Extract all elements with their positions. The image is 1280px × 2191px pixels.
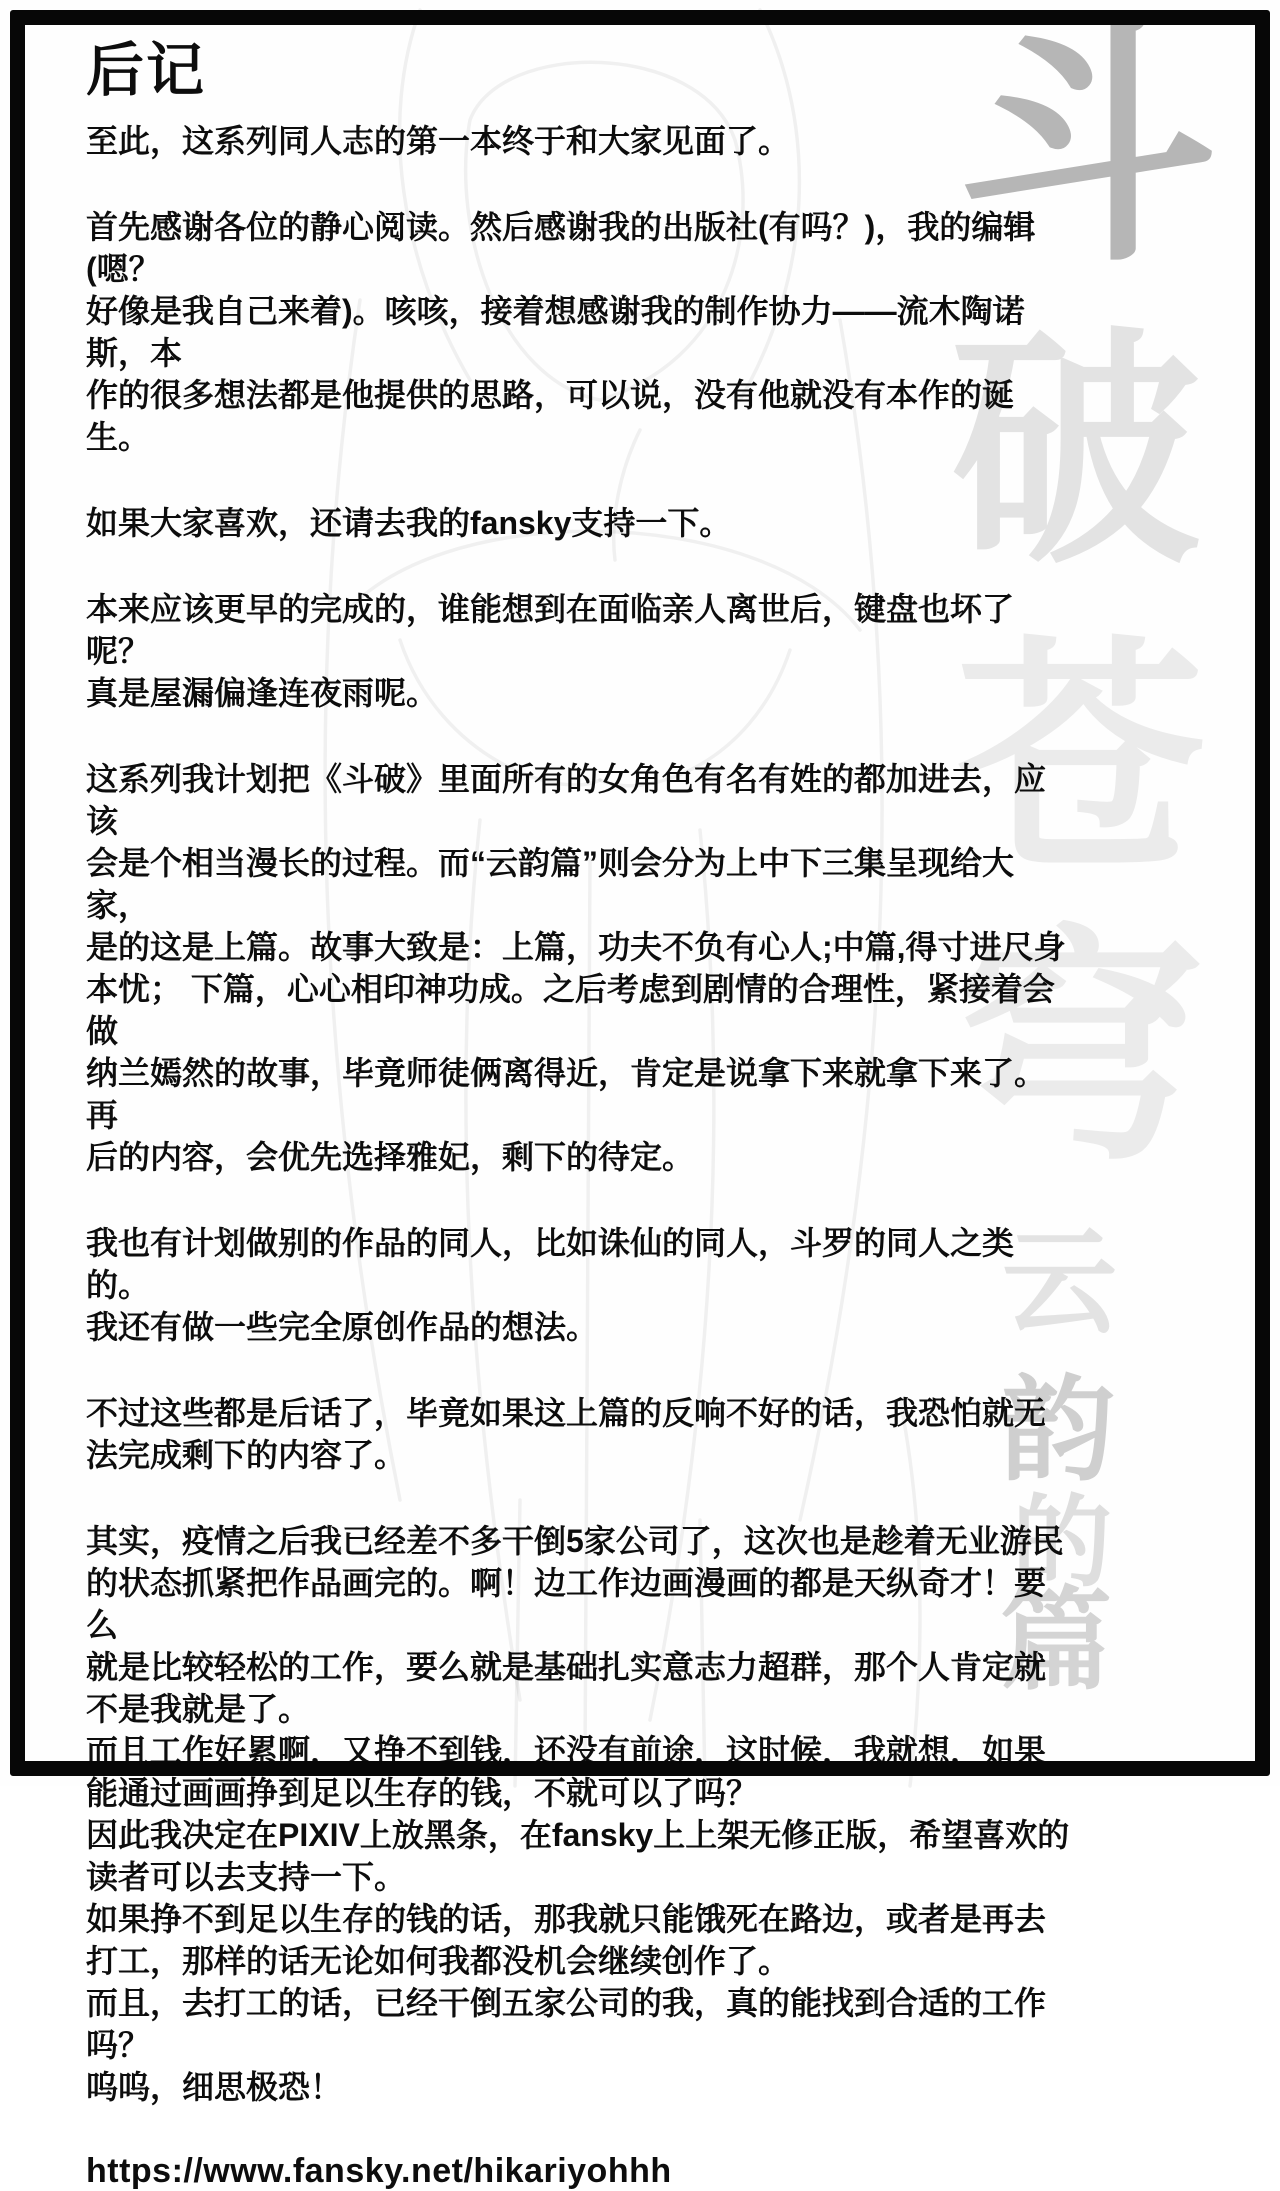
body-line: 打工，那样的话无论如何我都没机会继续创作了。	[86, 1942, 791, 1979]
body-line: 法完成剩下的内容了。	[86, 1436, 407, 1473]
body-line: 就是比较轻松的工作，要么就是基础扎实意志力超群，那个人肯定就	[86, 1648, 1047, 1685]
body-line: 的状态抓紧把作品画完的。啊！边工作边画漫画的都是天纵奇才！要么	[86, 1564, 1047, 1643]
watermark-character: 穹	[956, 914, 1204, 1189]
body-line: 纳兰嫣然的故事，毕竟师徒俩离得近，肯定是说拿下来就拿下来了。再	[86, 1054, 1047, 1133]
body-line: 好像是我自己来着)。咳咳，接着想感谢我的制作协力——流木陶诺斯，本	[86, 292, 1025, 371]
body-line: 至此，这系列同人志的第一本终于和大家见面了。	[86, 122, 791, 159]
watermark-character: 的	[1012, 1488, 1112, 1599]
body-line: 首先感谢各位的静心阅读。然后感谢我的出版社(有吗？)，我的编辑(嗯？	[86, 208, 1036, 287]
fansky-url: https://www.fansky.net/hikariyohhh	[86, 2151, 672, 2190]
body-line: 呜呜，细思极恐！	[86, 2068, 343, 2105]
body-line: 不过这些都是后话了，毕竟如果这上篇的反响不好的话，我恐怕就无	[86, 1394, 1047, 1431]
body-line: 而且工作好累啊，又挣不到钱，还没有前途，这时候，我就想，如果	[86, 1732, 1047, 1769]
paragraph	[86, 502, 1070, 544]
watermark-character: 苍	[956, 626, 1204, 901]
body-line: 会是个相当漫长的过程。而“云韵篇”则会分为上中下三集呈现给大家，	[86, 844, 1015, 923]
paragraph	[86, 1520, 1070, 2108]
body-line: 因此我决定在PIXIV上放黑条，在fansky上上架无修正版，希望喜欢的	[86, 1816, 1070, 1853]
watermark-character: 斗	[958, 4, 1218, 292]
body-line: 读者可以去支持一下。	[86, 1858, 407, 1895]
body-line: 本忧； 下篇，心心相印神功成。之后考虑到剧情的合理性，紧接着会做	[86, 970, 1055, 1049]
body-line: 不是我就是了。	[86, 1690, 311, 1727]
paragraph	[86, 1222, 1070, 1348]
watermark-character: 云	[1002, 1220, 1118, 1347]
body-line: 作的很多想法都是他提供的思路，可以说，没有他就没有本作的诞生。	[86, 376, 1015, 455]
watermark-character: 破	[950, 316, 1200, 593]
body-line: 是的这是上篇。故事大致是：上篇，功夫不负有心人;中篇,得寸进尺身	[86, 928, 1066, 965]
body-line: 这系列我计划把《斗破》里面所有的女角色有名有姓的都加进去，应该	[86, 760, 1047, 839]
body-line: 如果大家喜欢，还请去我的fansky支持一下。	[86, 504, 732, 541]
body-line: 我也有计划做别的作品的同人，比如诛仙的同人，斗罗的同人之类的。	[86, 1224, 1015, 1303]
paragraph	[86, 120, 1070, 162]
body-line: 而且，去打工的话，已经干倒五家公司的我，真的能找到合适的工作吗？	[86, 1984, 1047, 2063]
watermark-character: 韵	[1000, 1368, 1116, 1495]
paragraph	[86, 206, 1070, 458]
body-line: 其实，疫情之后我已经差不多干倒5家公司了，这次也是趁着无业游民	[86, 1522, 1064, 1559]
page-title: 后记	[86, 38, 207, 103]
afterword-body	[86, 120, 1070, 2108]
paragraph	[86, 1392, 1070, 1476]
body-line: 后的内容，会优先选择雅妃，剩下的待定。	[86, 1138, 695, 1175]
afterword-content	[86, 36, 1070, 2191]
body-line: 如果挣不到足以生存的钱的话，那我就只能饿死在路边，或者是再去	[86, 1900, 1047, 1937]
body-line: 我还有做一些完全原创作品的想法。	[86, 1308, 599, 1345]
body-line: 能通过画画挣到足以生存的钱，不就可以了吗？	[86, 1774, 759, 1811]
paragraph	[86, 588, 1070, 714]
paragraph	[86, 758, 1070, 1178]
body-line: 真是屋漏偏逢连夜雨呢。	[86, 674, 439, 711]
watermark-character: 篇	[1000, 1580, 1112, 1704]
body-line: 本来应该更早的完成的，谁能想到在面临亲人离世后，键盘也坏了呢？	[86, 590, 1015, 669]
